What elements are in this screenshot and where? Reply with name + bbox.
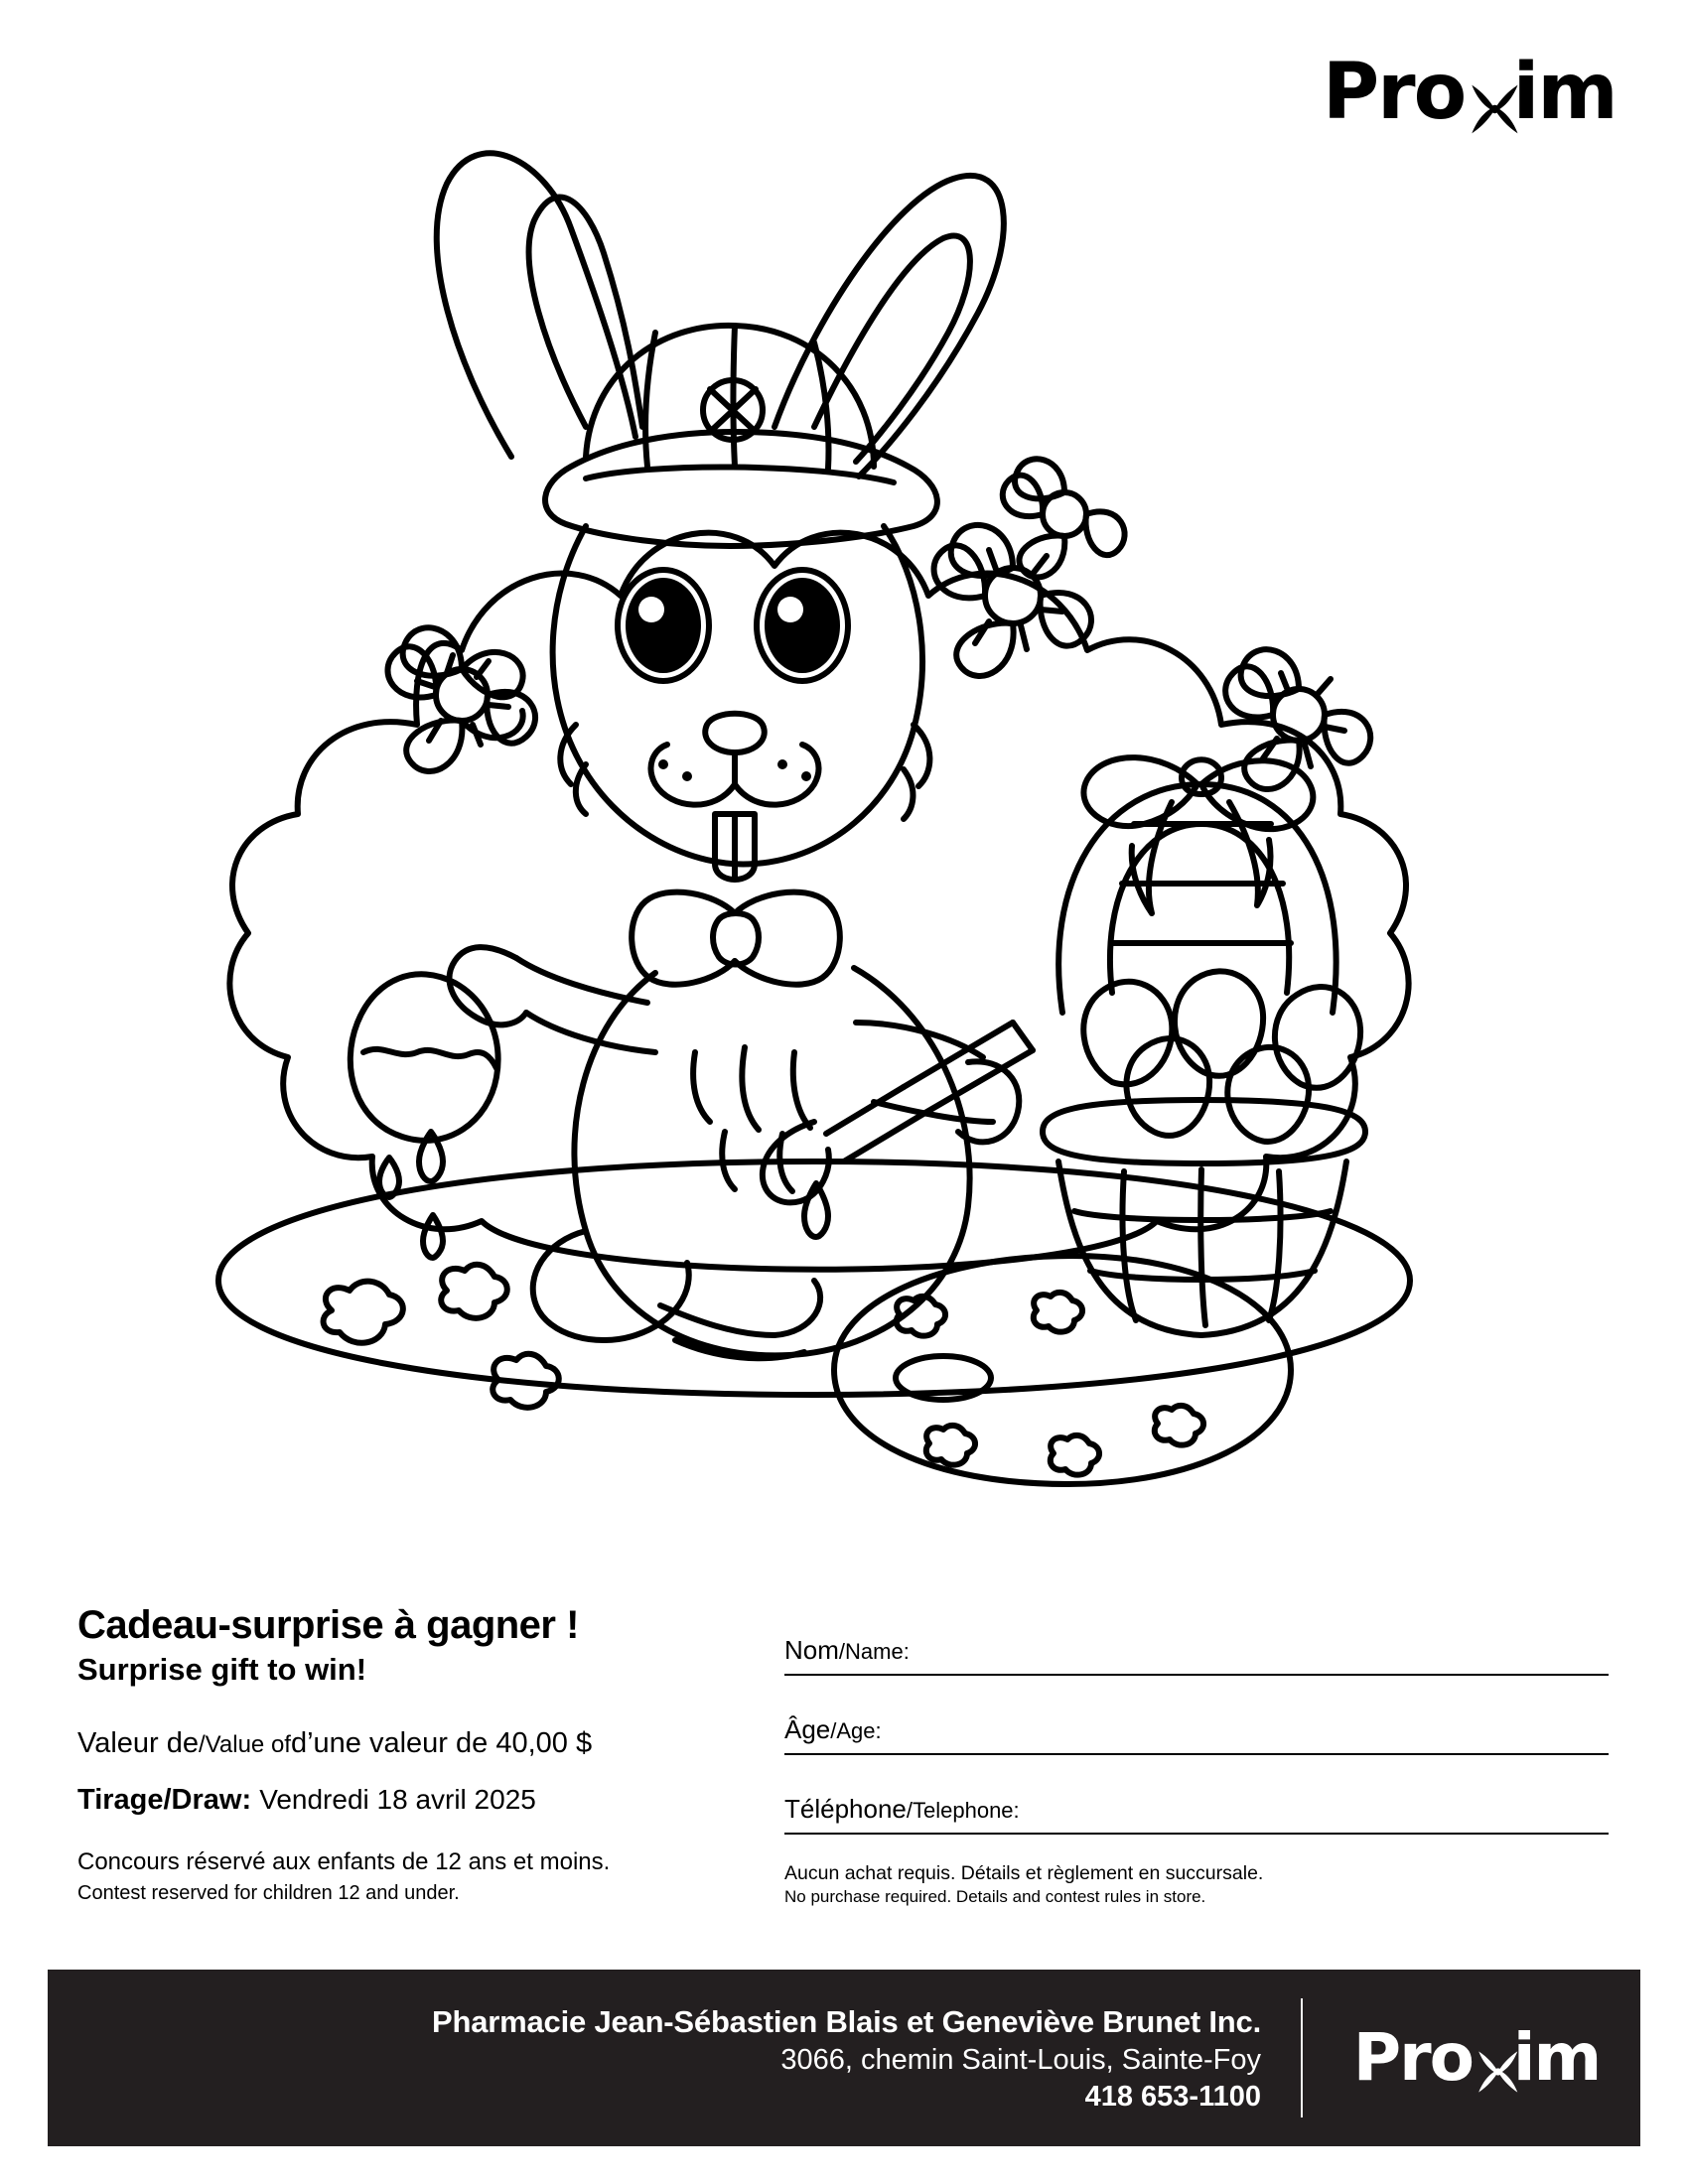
promo-info-block — [77, 1603, 773, 1906]
proxim-logo-header — [1323, 48, 1617, 137]
promo-value-line — [77, 1726, 773, 1761]
promo-draw-date: Vendredi 18 avril 2025 — [259, 1784, 536, 1816]
pharmacy-footer-bar — [48, 1970, 1640, 2146]
pharmacy-city: Sainte-Foy — [1121, 2043, 1261, 2076]
promo-title-fr: Cadeau-surprise à gagner ! — [77, 1603, 579, 1647]
proxim-wordmark — [1323, 48, 1617, 137]
promo-value-label-en: /Value of — [199, 1731, 291, 1759]
proxim-logo-footer — [1303, 2020, 1640, 2096]
form-disclaimer-fr: Aucun achat requis. Détails et règlement en succursale. — [784, 1862, 1264, 1884]
proxim-wordmark-footer — [1313, 2020, 1640, 2096]
promo-title-en: Surprise gift to win! — [77, 1651, 367, 1687]
footer-divider — [1301, 1998, 1303, 2117]
pharmacy-phone[interactable]: 418 653-1100 — [1084, 2081, 1261, 2114]
promo-rules-en: Contest reserved for children 12 and under. — [77, 1882, 460, 1905]
pharmacy-address: 3066, chemin Saint-Louis, Sainte-Foy — [780, 2043, 1261, 2076]
field-age-label: Âge/Age: — [784, 1714, 882, 1744]
promo-rules-fr: Concours réservé aux enfants de 12 ans et moins. — [77, 1848, 611, 1876]
footer-contact-block — [48, 1999, 1301, 2116]
pharmacy-name: Pharmacie Jean-Sébastien Blais et Geneviève Brunet Inc. — [432, 2003, 1261, 2039]
field-name-label: Nom/Name: — [784, 1635, 910, 1665]
promo-value-text: d’une valeur de 40,00 $ — [290, 1727, 593, 1760]
field-phone-label: Téléphone/Telephone: — [784, 1794, 1020, 1824]
field-name[interactable] — [784, 1596, 1609, 1676]
promo-draw-label: Tirage/Draw: — [77, 1784, 252, 1817]
proxim-wordmark-footer-suffix: im — [1512, 2019, 1601, 2096]
proxim-wordmark-prefix: Pro — [1323, 48, 1466, 137]
promo-value-label-fr: Valeur de — [77, 1727, 199, 1760]
entry-form — [784, 1596, 1609, 1909]
easter-bunny-coloring-illustration — [119, 129, 1509, 1578]
proxim-wordmark-suffix: im — [1512, 48, 1617, 137]
form-disclaimer — [784, 1860, 1609, 1909]
field-age[interactable] — [784, 1676, 1609, 1755]
proxim-wordmark-footer-prefix: Pro — [1352, 2019, 1473, 2096]
field-phone[interactable] — [784, 1755, 1609, 1835]
form-disclaimer-en: No purchase required. Details and contest rules in store. — [784, 1887, 1206, 1907]
promo-draw-line — [77, 1783, 773, 1818]
